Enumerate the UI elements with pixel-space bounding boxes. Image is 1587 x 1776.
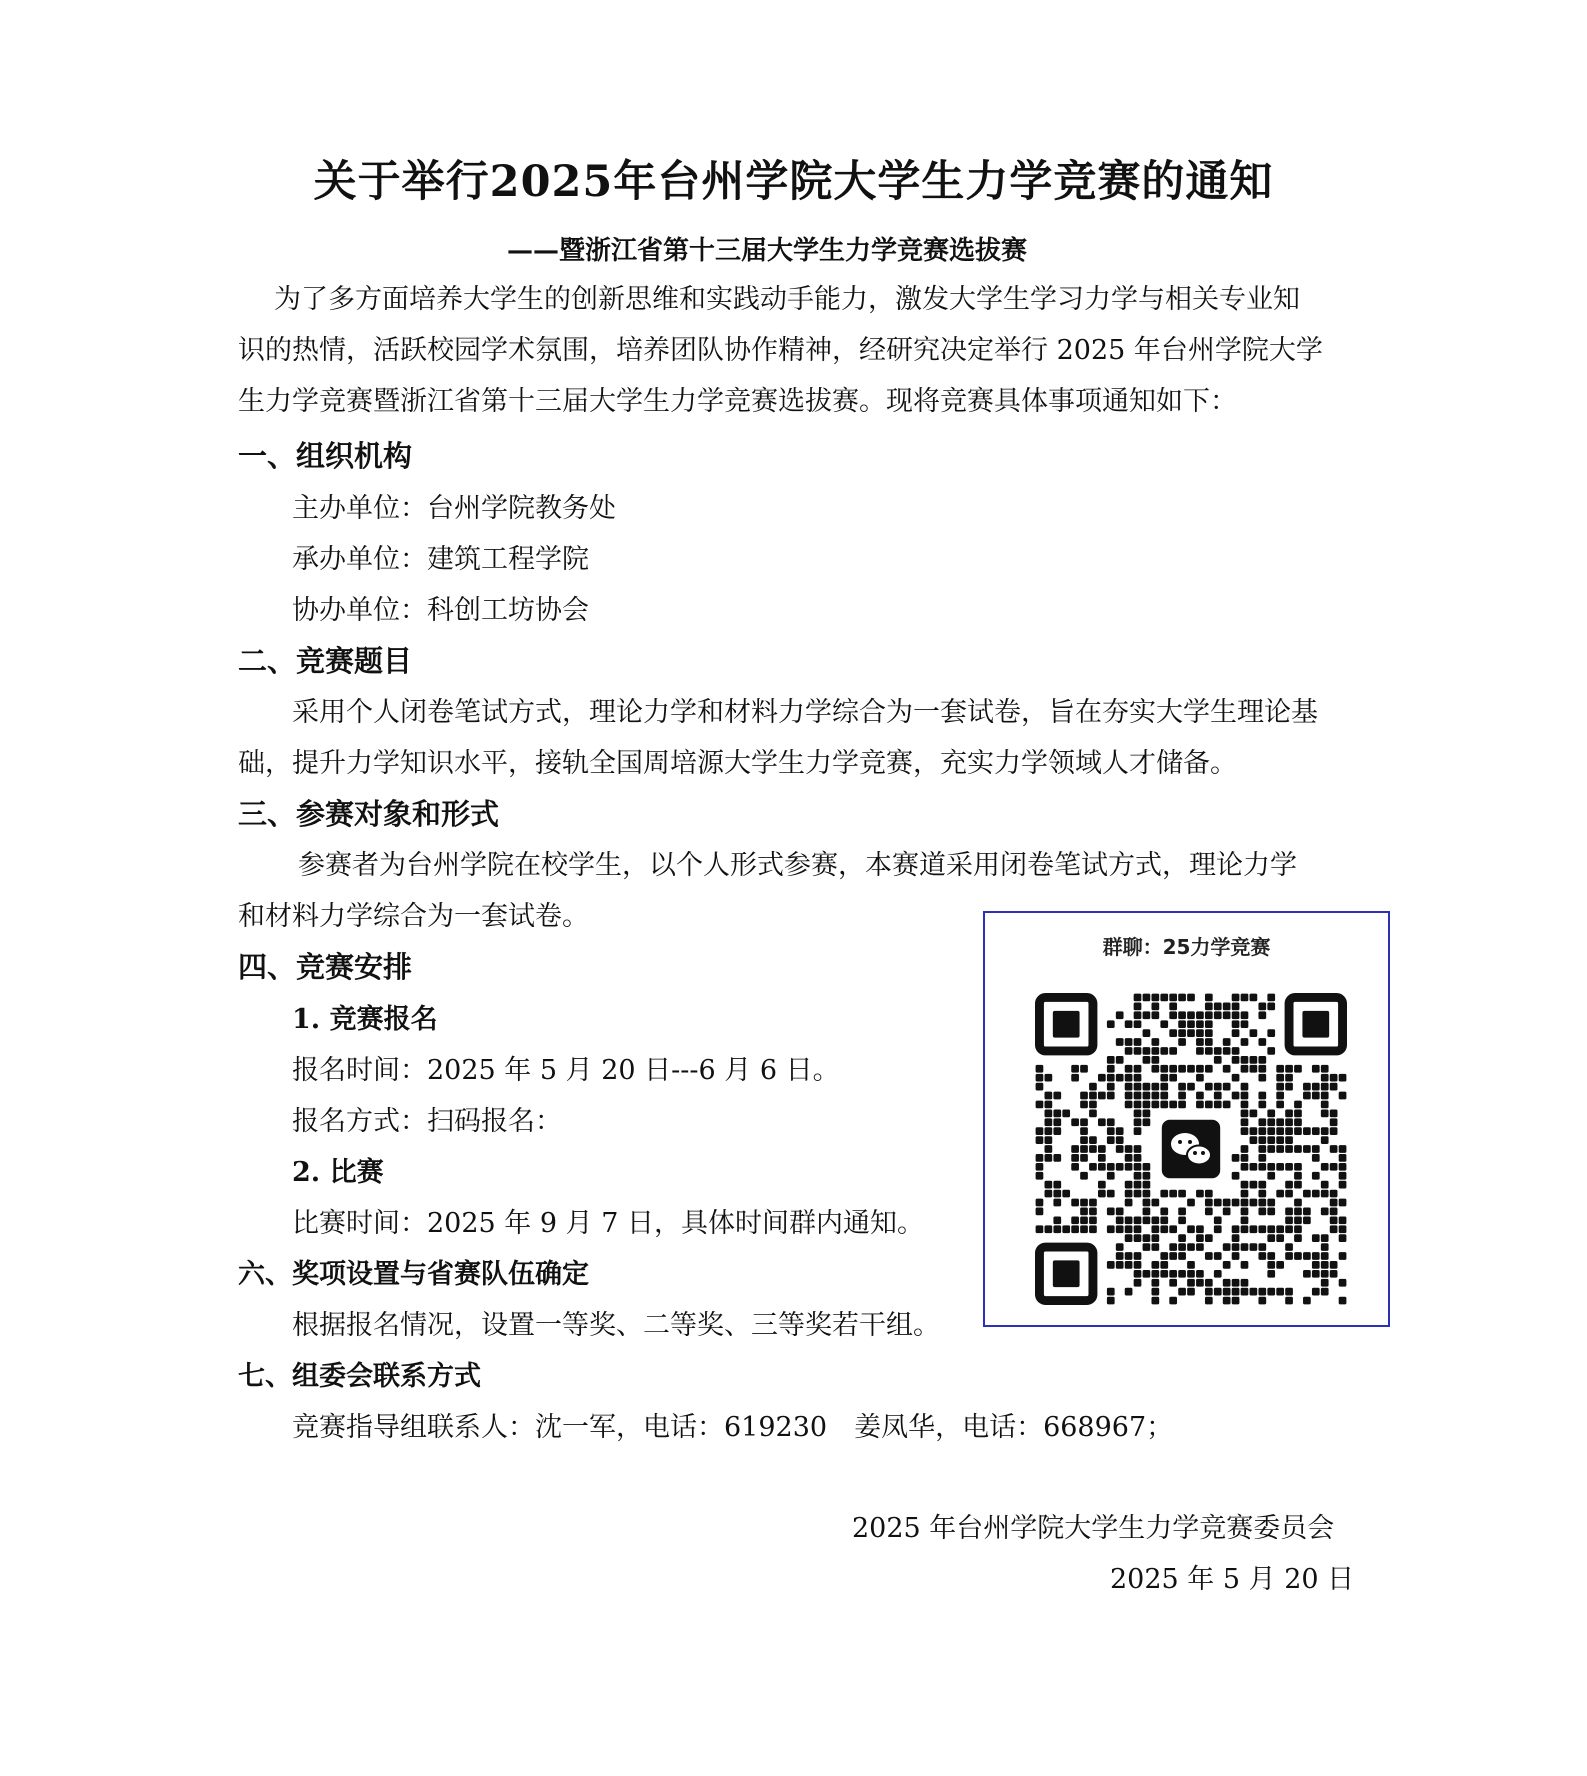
section-heading-topic: 二、竞赛题目 bbox=[238, 644, 413, 678]
signature-org: 2025 年台州学院大学生力学竞赛委员会 bbox=[852, 1513, 1335, 1544]
intro-line: 为了多方面培养大学生的创新思维和实践动手能力，激发大学生学习力学与相关专业知 bbox=[274, 284, 1300, 315]
page-title: 关于举行2025年台州学院大学生力学竞赛的通知 bbox=[313, 157, 1274, 207]
participants-line: 和材料力学综合为一套试卷。 bbox=[238, 901, 589, 932]
section-heading-participants: 三、参赛对象和形式 bbox=[238, 797, 500, 831]
participants-line: 参赛者为台州学院在校学生，以个人形式参赛，本赛道采用闭卷笔试方式，理论力学 bbox=[298, 850, 1297, 881]
registration-method: 报名方式：扫码报名： bbox=[292, 1106, 562, 1137]
topic-line: 采用个人闭卷笔试方式，理论力学和材料力学综合为一套试卷，旨在夯实大学生理论基 bbox=[292, 697, 1318, 728]
intro-line: 生力学竞赛暨浙江省第十三届大学生力学竞赛选拔赛。现将竞赛具体事项通知如下： bbox=[238, 386, 1237, 417]
match-time: 比赛时间：2025 年 9 月 7 日，具体时间群内通知。 bbox=[292, 1208, 924, 1239]
org-host: 主办单位：台州学院教务处 bbox=[292, 493, 616, 524]
registration-heading: 1. 竞赛报名 bbox=[292, 1004, 438, 1035]
qr-code-card[interactable] bbox=[983, 911, 1390, 1327]
org-co-organizer: 协办单位：科创工坊协会 bbox=[292, 595, 589, 626]
section-heading-awards: 六、奖项设置与省赛队伍确定 bbox=[238, 1259, 589, 1290]
intro-line: 识的热情，活跃校园学术氛围，培养团队协作精神，经研究决定举行 2025 年台州学院大学 bbox=[238, 335, 1323, 366]
registration-time: 报名时间：2025 年 5 月 20 日---6 月 6 日。 bbox=[292, 1055, 840, 1086]
match-heading: 2. 比赛 bbox=[292, 1157, 384, 1188]
topic-line: 础，提升力学知识水平，接轨全国周培源大学生力学竞赛，充实力学领域人才储备。 bbox=[238, 748, 1237, 779]
wechat-icon bbox=[1160, 1118, 1222, 1180]
qr-finder-top-right bbox=[1289, 997, 1342, 1050]
qr-finder-top-left bbox=[1039, 997, 1092, 1050]
contact-text: 竞赛指导组联系人：沈一军，电话：619230 姜凤华，电话：668967； bbox=[292, 1412, 1174, 1443]
qr-code-image[interactable] bbox=[1035, 993, 1347, 1305]
section-heading-schedule: 四、竞赛安排 bbox=[238, 950, 413, 984]
qr-group-title: 群聊：25力学竞赛 bbox=[1102, 935, 1271, 959]
signature-date: 2025 年 5 月 20 日 bbox=[1110, 1564, 1355, 1595]
awards-text: 根据报名情况，设置一等奖、二等奖、三等奖若干组。 bbox=[292, 1310, 940, 1341]
section-heading-org: 一、组织机构 bbox=[238, 439, 413, 473]
org-organizer: 承办单位：建筑工程学院 bbox=[292, 544, 589, 575]
intro-paragraph bbox=[238, 274, 1328, 427]
qr-finder-bottom-left bbox=[1039, 1247, 1092, 1300]
page-subtitle: ——暨浙江省第十三届大学生力学竞赛选拔赛 bbox=[507, 236, 1028, 266]
section-heading-contact: 七、组委会联系方式 bbox=[238, 1361, 481, 1392]
